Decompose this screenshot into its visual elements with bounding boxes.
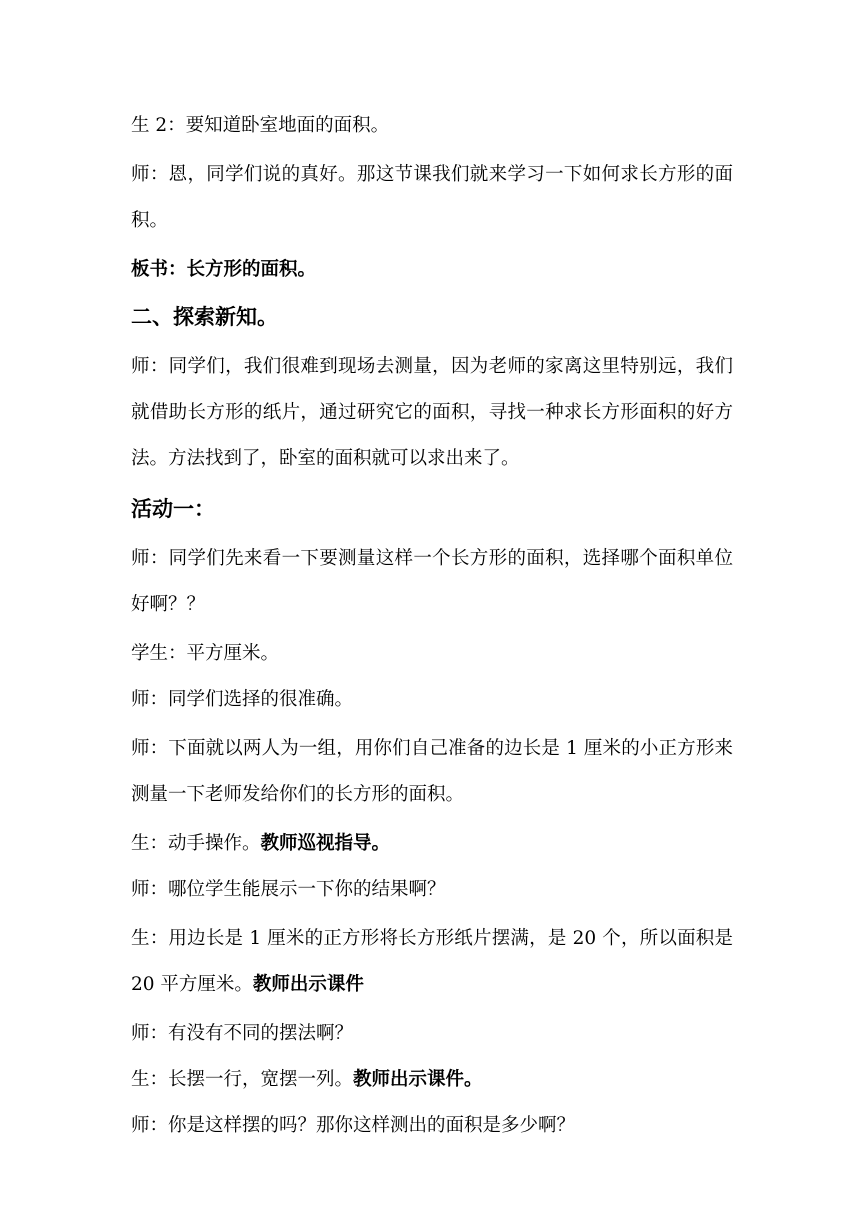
paragraph-text: 生：用边长是 1 厘米的正方形将长方形纸片摆满，是 20 个，所以面积是 20 平方厘米。 [131, 928, 733, 995]
paragraph-teacher-ask-result [131, 870, 733, 910]
heading-text: 二、探索新知。 [131, 305, 278, 329]
paragraph-text: 师：同学们，我们很难到现场去测量，因为老师的家离这里特别远，我们就借助长方形的纸片，通过研究它的面积，寻找一种求长方形面积的好方法。方法找到了，卧室的面积就可以求出来了。 [131, 356, 733, 469]
paragraph-text: 师：有没有不同的摆法啊？ [131, 1023, 354, 1044]
paragraph-emphasis: 教师出示课件 [252, 974, 364, 995]
paragraph-text: 生：动手操作。 [131, 833, 261, 854]
paragraph-emphasis: 教师出示课件。 [353, 1069, 483, 1090]
paragraph-teacher-intro [131, 152, 733, 244]
paragraph-text: 师：同学们先来看一下要测量这样一个长方形的面积，选择哪个面积单位好啊？？ [131, 548, 733, 615]
paragraph-teacher-followup [131, 1106, 733, 1146]
paragraph-student-result [131, 916, 733, 1008]
paragraph-text: 师：下面就以两人为一组，用你们自己准备的边长是 1 厘米的小正方形来测量一下老师发给你们的长方形的面积。 [131, 738, 733, 805]
paragraph-teacher-question [131, 536, 733, 628]
paragraph-text: 生 2：要知道卧室地面的面积。 [131, 115, 390, 136]
blackboard-note [131, 250, 733, 290]
paragraph-teacher-task [131, 726, 733, 818]
section-heading [131, 296, 733, 338]
paragraph-student2 [131, 106, 733, 146]
paragraph-teacher-other-method [131, 1014, 733, 1054]
paragraph-text: 师：同学们选择的很准确。 [131, 689, 354, 710]
paragraph-student-method [131, 1060, 733, 1100]
paragraph-emphasis: 教师巡视指导。 [260, 833, 391, 854]
paragraph-student-answer [131, 634, 733, 674]
paragraph-text: 师：哪位学生能展示一下你的结果啊？ [131, 879, 446, 900]
paragraph-text: 师：你是这样摆的吗？那你这样测出的面积是多少啊？ [131, 1115, 576, 1136]
paragraph-text: 师：恩，同学们说的真好。那这节课我们就来学习一下如何求长方形的面积。 [131, 164, 733, 231]
paragraph-text: 生：长摆一行，宽摆一列。 [131, 1069, 354, 1090]
activity-heading [131, 488, 733, 530]
heading-text: 活动一： [131, 497, 215, 521]
paragraph-teacher-explain [131, 344, 733, 482]
paragraph-text: 学生：平方厘米。 [131, 643, 280, 664]
document-body [131, 106, 733, 1152]
paragraph-teacher-praise [131, 680, 733, 720]
paragraph-student-operate [131, 824, 733, 864]
paragraph-text: 板书：长方形的面积。 [131, 259, 317, 280]
